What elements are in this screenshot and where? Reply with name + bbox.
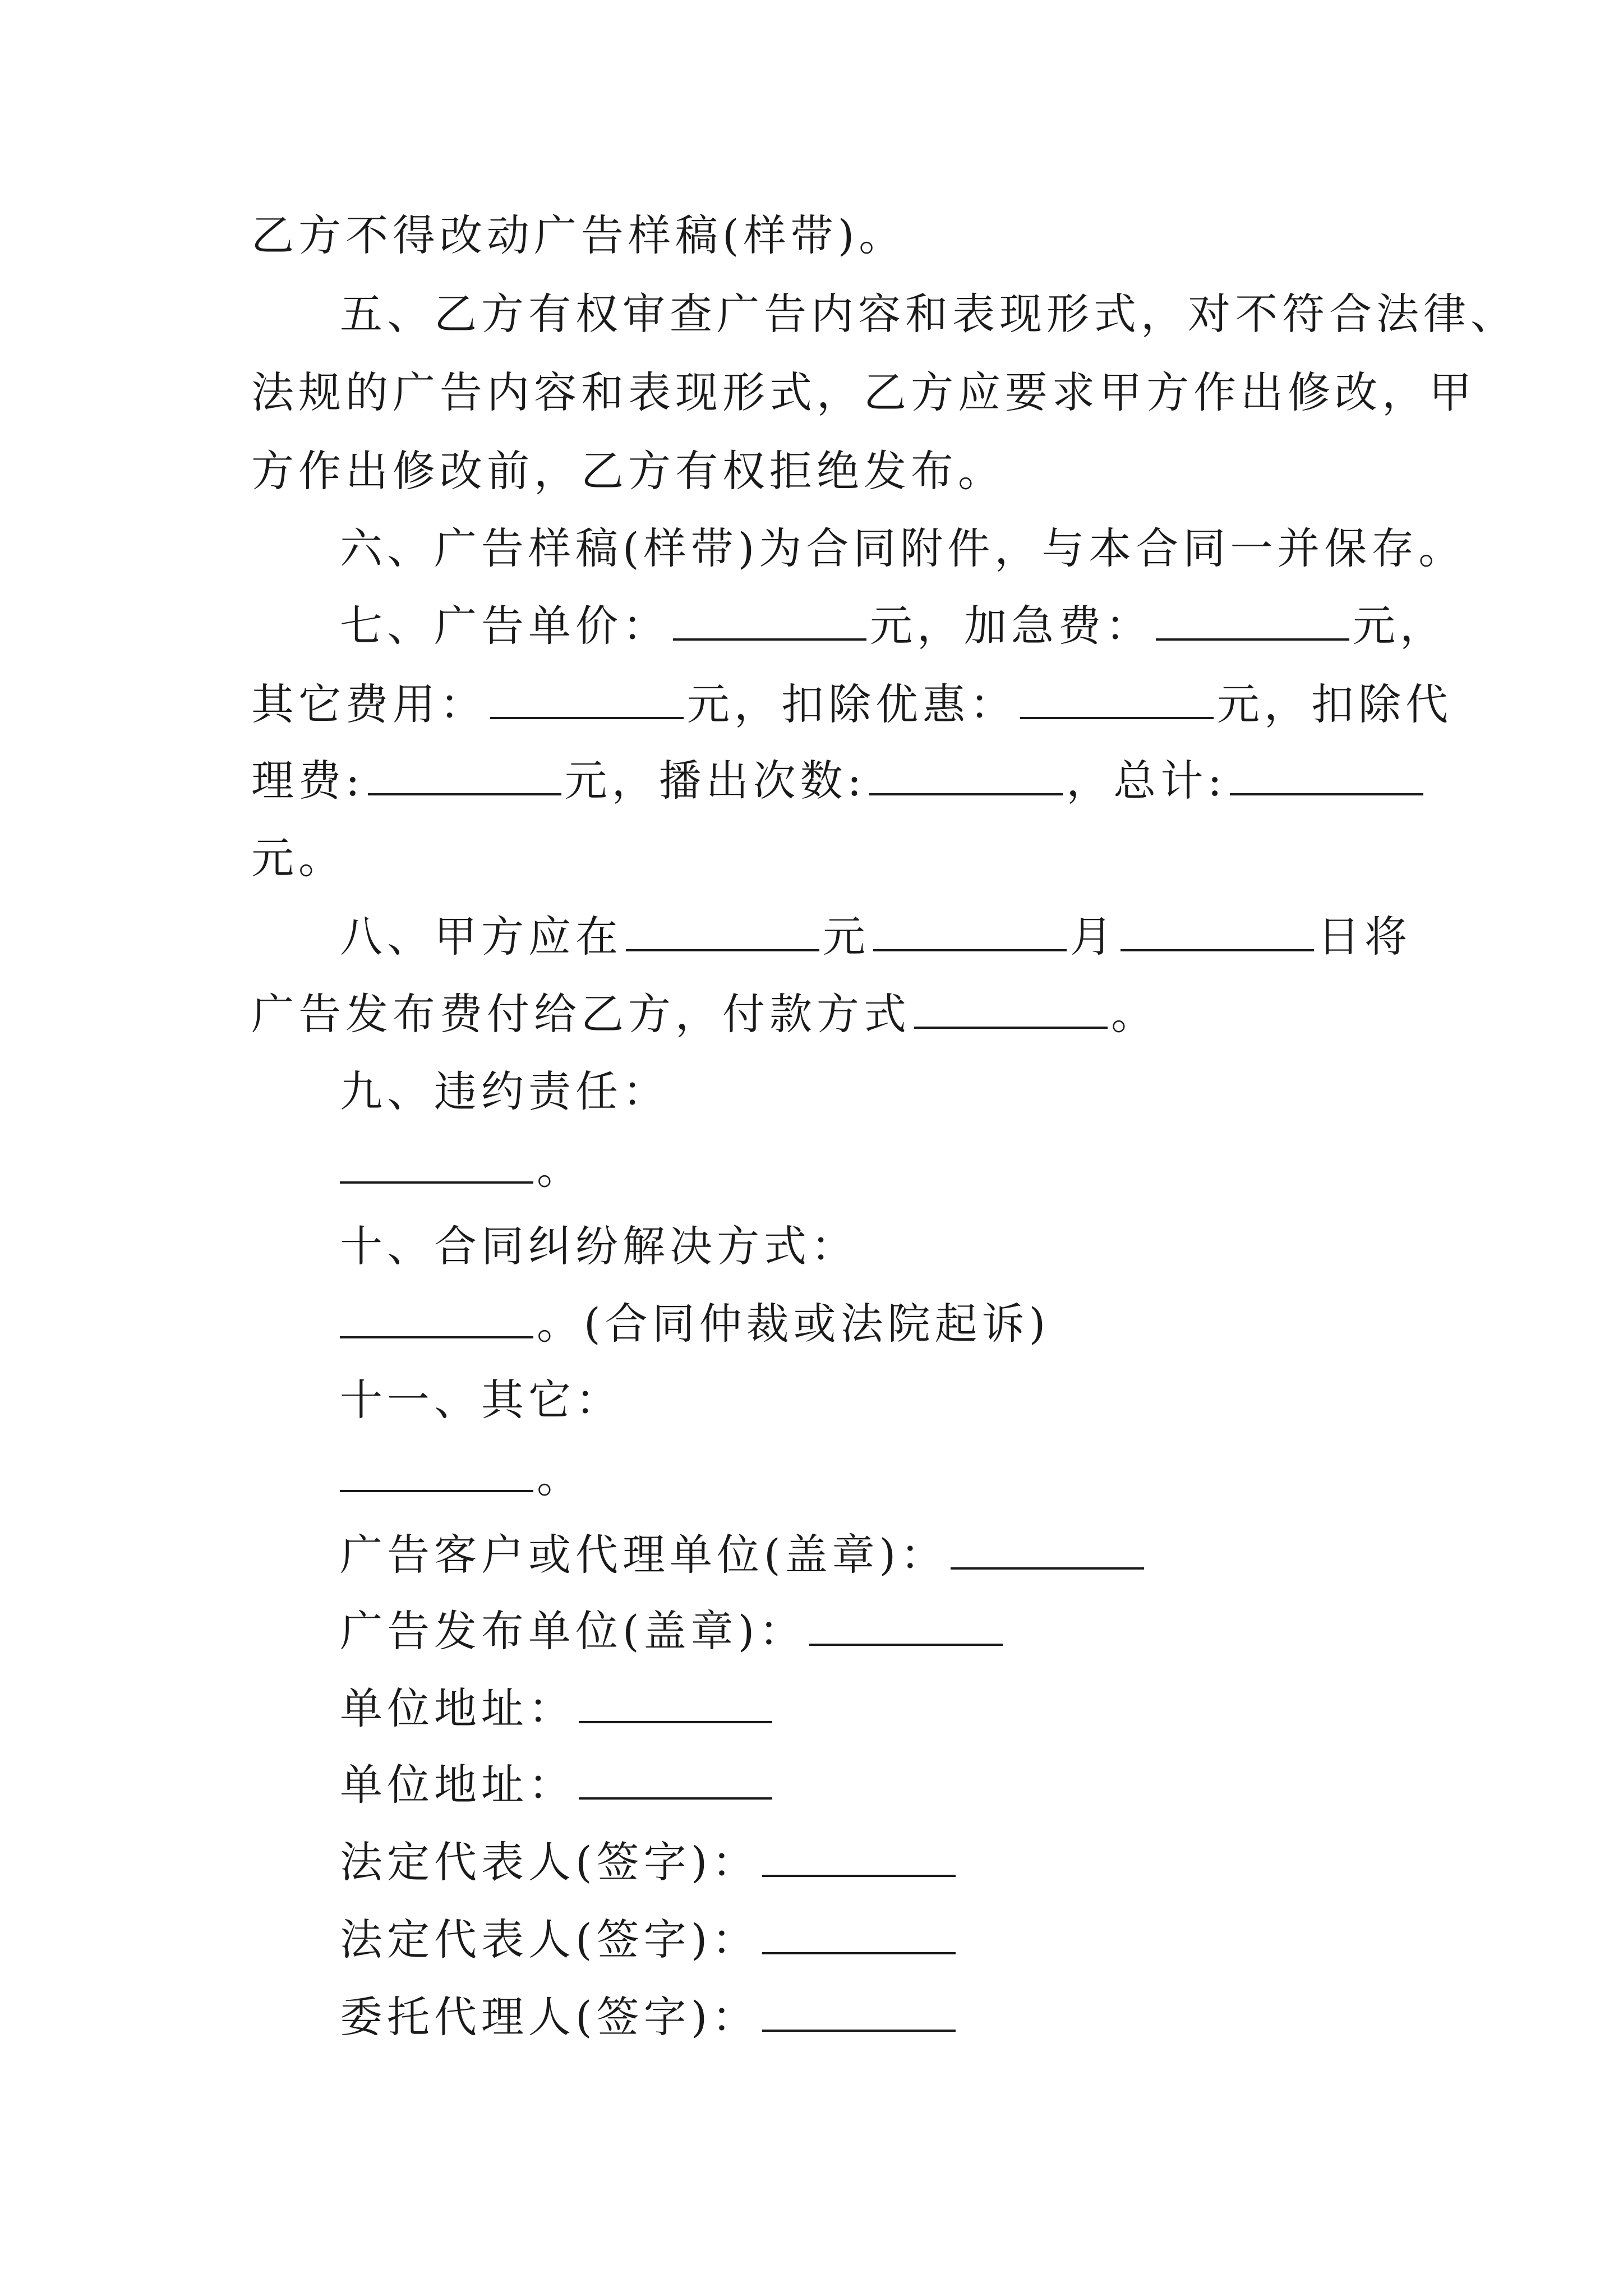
clause-7-line-2: [251, 677, 1453, 733]
text: 日将: [1317, 912, 1412, 961]
text: 法定代表人(签字)：: [340, 1915, 759, 1964]
clause-8-line-2: [251, 986, 1158, 1042]
signature-client: [340, 1527, 1147, 1583]
text: 法规的广告内容和表现形式，乙方应要求甲方作出修改，甲: [251, 367, 1476, 417]
unit-price-blank[interactable]: [673, 605, 866, 641]
address-2: [340, 1757, 776, 1813]
text: 。(合同仲裁或法院起诉): [537, 1299, 1050, 1349]
text: 元，扣除优惠：: [687, 679, 1017, 729]
clause-8-line-1: [340, 909, 1412, 965]
text: 八、甲方应在: [340, 912, 623, 961]
clause-7-line-4: [251, 830, 345, 886]
month-blank[interactable]: [873, 915, 1067, 951]
year-blank[interactable]: [626, 915, 819, 951]
text: 元，加急费：: [870, 601, 1152, 651]
text: 十一、其它：: [340, 1375, 623, 1425]
payment-method-blank[interactable]: [914, 993, 1108, 1029]
text: 委托代理人(签字)：: [340, 1992, 759, 2042]
legal-rep-1-blank[interactable]: [762, 1841, 956, 1877]
clause-5-line-3: [251, 443, 1005, 499]
text: 广告客户或代理单位(盖章)：: [340, 1530, 948, 1580]
clause-7-line-1: [340, 598, 1447, 654]
agency-fee-blank[interactable]: [368, 760, 561, 795]
clause-10-body: [340, 1296, 1050, 1352]
text: 理费:: [251, 756, 365, 806]
address-2-blank[interactable]: [579, 1764, 772, 1800]
legal-rep-2-blank[interactable]: [762, 1918, 956, 1954]
text: 元: [823, 912, 870, 961]
text: 单位地址：: [340, 1683, 575, 1733]
text: 。: [537, 1144, 584, 1194]
rush-fee-blank[interactable]: [1156, 605, 1349, 641]
text: 广告发布单位(盖章)：: [340, 1606, 806, 1656]
text: 五、乙方有权审查广告内容和表现形式，对不符合法律、: [340, 289, 1518, 339]
text: 元，播出次数:: [564, 756, 866, 806]
text: 方作出修改前，乙方有权拒绝发布。: [251, 446, 1005, 496]
text: 其它费用：: [251, 679, 487, 729]
legal-rep-1: [340, 1834, 959, 1890]
text: 单位地址：: [340, 1760, 575, 1810]
clause-5-line-2: [251, 365, 1476, 421]
legal-rep-2: [340, 1912, 959, 1968]
clause-9-heading: [340, 1064, 670, 1120]
text: 元，: [1353, 601, 1447, 651]
address-1-blank[interactable]: [579, 1687, 772, 1723]
other-fees-blank[interactable]: [490, 683, 684, 719]
agent: [340, 1989, 959, 2045]
broadcast-count-blank[interactable]: [869, 760, 1063, 795]
text: 。: [537, 1452, 584, 1502]
text: 广告发布费付给乙方，付款方式: [251, 989, 911, 1039]
discount-blank[interactable]: [1020, 683, 1214, 719]
address-1: [340, 1681, 776, 1737]
dispute-resolution-blank[interactable]: [340, 1303, 533, 1338]
clause-5-line-1: [340, 286, 1518, 342]
text: 六、广告样稿(样带)为合同附件，与本合同一并保存。: [340, 523, 1466, 573]
clause-9-body: [340, 1141, 584, 1197]
text: 法定代表人(签字)：: [340, 1837, 759, 1887]
clause-7-line-3: [251, 753, 1427, 809]
text: 元。: [251, 833, 345, 883]
text: 。: [1111, 989, 1158, 1039]
text: 元，扣除代: [1217, 679, 1453, 729]
liability-blank[interactable]: [340, 1148, 533, 1184]
agent-blank[interactable]: [762, 1996, 956, 2032]
text: 乙方不得改动广告样稿(样带)。: [251, 210, 906, 260]
clause-10-heading: [340, 1218, 858, 1274]
publisher-seal-blank[interactable]: [809, 1610, 1003, 1646]
clause-6: [340, 521, 1465, 577]
day-blank[interactable]: [1121, 915, 1314, 951]
signature-publisher: [340, 1603, 1006, 1659]
text: 九、违约责任：: [340, 1066, 670, 1116]
client-seal-blank[interactable]: [951, 1534, 1144, 1570]
clause-11-heading: [340, 1372, 623, 1428]
total-blank[interactable]: [1230, 760, 1423, 795]
paragraph-line: [251, 208, 906, 264]
text: ，总计:: [1066, 756, 1227, 806]
text: 十、合同纠纷解决方式：: [340, 1221, 858, 1271]
clause-11-body: [340, 1450, 584, 1506]
text: 七、广告单价：: [340, 601, 670, 651]
other-terms-blank[interactable]: [340, 1456, 533, 1492]
text: 月: [1070, 912, 1117, 961]
